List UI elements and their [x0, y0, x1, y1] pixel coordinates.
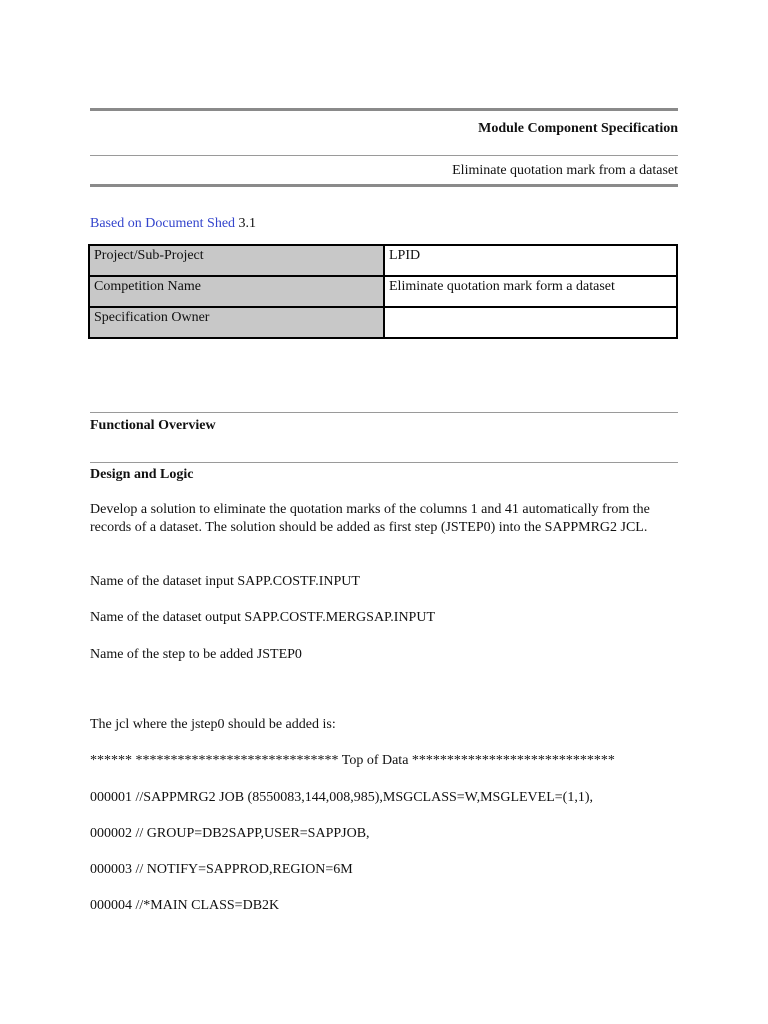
table-label-cell: Project/Sub-Project	[89, 245, 384, 276]
table-value-cell	[384, 307, 677, 338]
description-paragraph: Develop a solution to eliminate the quotation marks of the columns 1 and 41 automatically from the records of a dataset. The solution should be added as first step (JSTEP0) into the SAPPMRG2 JCL.	[90, 502, 650, 535]
header-bottom-rule	[90, 184, 678, 187]
jcl-line: 000004 //*MAIN CLASS=DB2K	[90, 898, 280, 913]
based-on-line	[90, 216, 256, 232]
output-dataset-line: Name of the dataset output SAPP.COSTF.MERGSAP.INPUT	[90, 610, 436, 625]
table-value-cell: LPID	[384, 245, 677, 276]
section-rule	[90, 462, 678, 463]
based-on-version: 3.1	[238, 216, 257, 231]
design-logic-heading: Design and Logic	[90, 467, 194, 482]
table-label-cell: Competition Name	[89, 276, 384, 307]
table-row	[89, 276, 677, 307]
header-divider	[90, 155, 678, 156]
spec-table	[88, 244, 678, 339]
jcl-line: ****** ***************************** Top of Data *****************************	[90, 753, 615, 768]
based-on-link[interactable]: Based on Document Shed	[90, 216, 236, 231]
step-name-line: Name of the step to be added JSTEP0	[90, 647, 302, 662]
functional-overview-heading: Functional Overview	[90, 418, 216, 433]
jcl-intro-line: The jcl where the jstep0 should be added is:	[90, 717, 336, 732]
document-subtitle: Eliminate quotation mark from a dataset	[452, 163, 678, 178]
table-value-cell: Eliminate quotation mark form a dataset	[384, 276, 677, 307]
document-title: Module Component Specification	[478, 121, 678, 136]
section-rule	[90, 412, 678, 413]
jcl-line: 000001 //SAPPMRG2 JOB (8550083,144,008,985),MSGCLASS=W,MSGLEVEL=(1,1),	[90, 790, 593, 805]
jcl-line: 000002 // GROUP=DB2SAPP,USER=SAPPJOB,	[90, 826, 370, 841]
table-label-cell: Specification Owner	[89, 307, 384, 338]
header-top-rule	[90, 108, 678, 111]
table-row	[89, 307, 677, 338]
input-dataset-line: Name of the dataset input SAPP.COSTF.INPUT	[90, 574, 360, 589]
table-row	[89, 245, 677, 276]
jcl-line: 000003 // NOTIFY=SAPPROD,REGION=6M	[90, 862, 353, 877]
